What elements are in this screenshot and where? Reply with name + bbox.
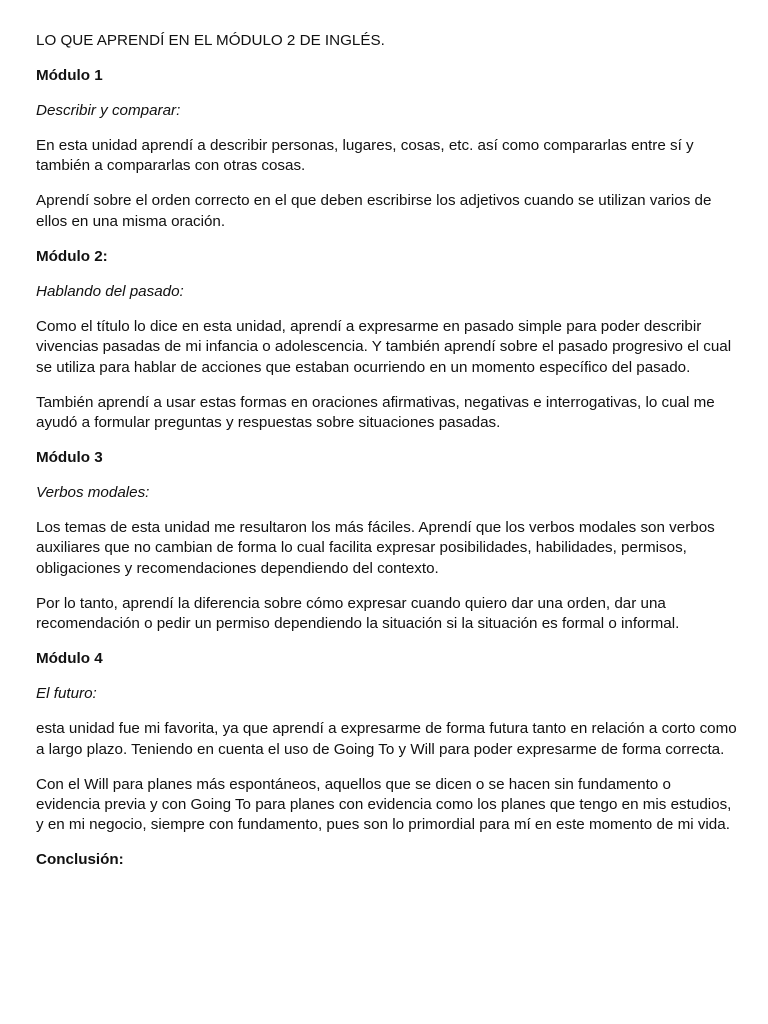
section-heading-modulo-3: Módulo 3: [36, 449, 103, 467]
paragraph: Los temas de esta unidad me resultaron los más fáciles. Aprendí que los verbos modales son verbos auxiliares que no cambian de forma lo cual facilita expresar posibilidades, habilidades, permisos, obligaciones y recomendaciones dependiendo del contexto.: [36, 519, 715, 577]
paragraph: esta unidad fue mi favorita, ya que aprendí a expresarme de forma futura tanto en relación a corto como a largo plazo. Teniendo en cuenta el uso de Going To y Will para poder expresarme de forma correcta.: [36, 720, 737, 758]
section-subheading-modulo-4: El futuro:: [36, 685, 97, 703]
paragraph: En esta unidad aprendí a describir personas, lugares, cosas, etc. así como compararlas entre sí y también a compararlas con otras cosas.: [36, 137, 694, 175]
section-heading-modulo-4: Módulo 4: [36, 650, 103, 668]
document-title: LO QUE APRENDÍ EN EL MÓDULO 2 DE INGLÉS.: [36, 32, 385, 49]
paragraph: Aprendí sobre el orden correcto en el que deben escribirse los adjetivos cuando se utilizan varios de ellos en una misma oración.: [36, 192, 712, 230]
paragraph: También aprendí a usar estas formas en oraciones afirmativas, negativas e interrogativas, lo cual me ayudó a formular preguntas y respuestas sobre situaciones pasadas.: [36, 393, 715, 432]
paragraph: Con el Will para planes más espontáneos, aquellos que se dicen o se hacen sin fundamento o evidencia previa y con Going To para planes con evidencia como los planes que tengo en mis estudios, y en mi negocio, siempre con fundamento, pues son lo primordial para mí en este momento de mi vida.: [36, 775, 732, 834]
section-heading-modulo-1: Módulo 1: [36, 67, 103, 84]
section-subheading-modulo-1: Describir y comparar:: [36, 102, 181, 119]
paragraph: Como el título lo dice en esta unidad, aprendí a expresarme en pasado simple para poder describir vivencias pasadas de mi infancia o adolescencia. Y también aprendí sobre el pasado progresivo el cual se utiliza para hablar de acciones que estaban ocurriendo en un momento específico del pasado.: [36, 317, 732, 376]
section-heading-modulo-2: Módulo 2:: [36, 247, 108, 265]
conclusion-heading: Conclusión:: [36, 851, 124, 869]
paragraph: Por lo tanto, aprendí la diferencia sobre cómo expresar cuando quiero dar una orden, dar una recomendación o pedir un permiso dependiendo la situación si la situación es formal o informal.: [36, 594, 680, 633]
section-subheading-modulo-2: Hablando del pasado:: [36, 282, 184, 300]
section-subheading-modulo-3: Verbos modales:: [36, 484, 150, 502]
